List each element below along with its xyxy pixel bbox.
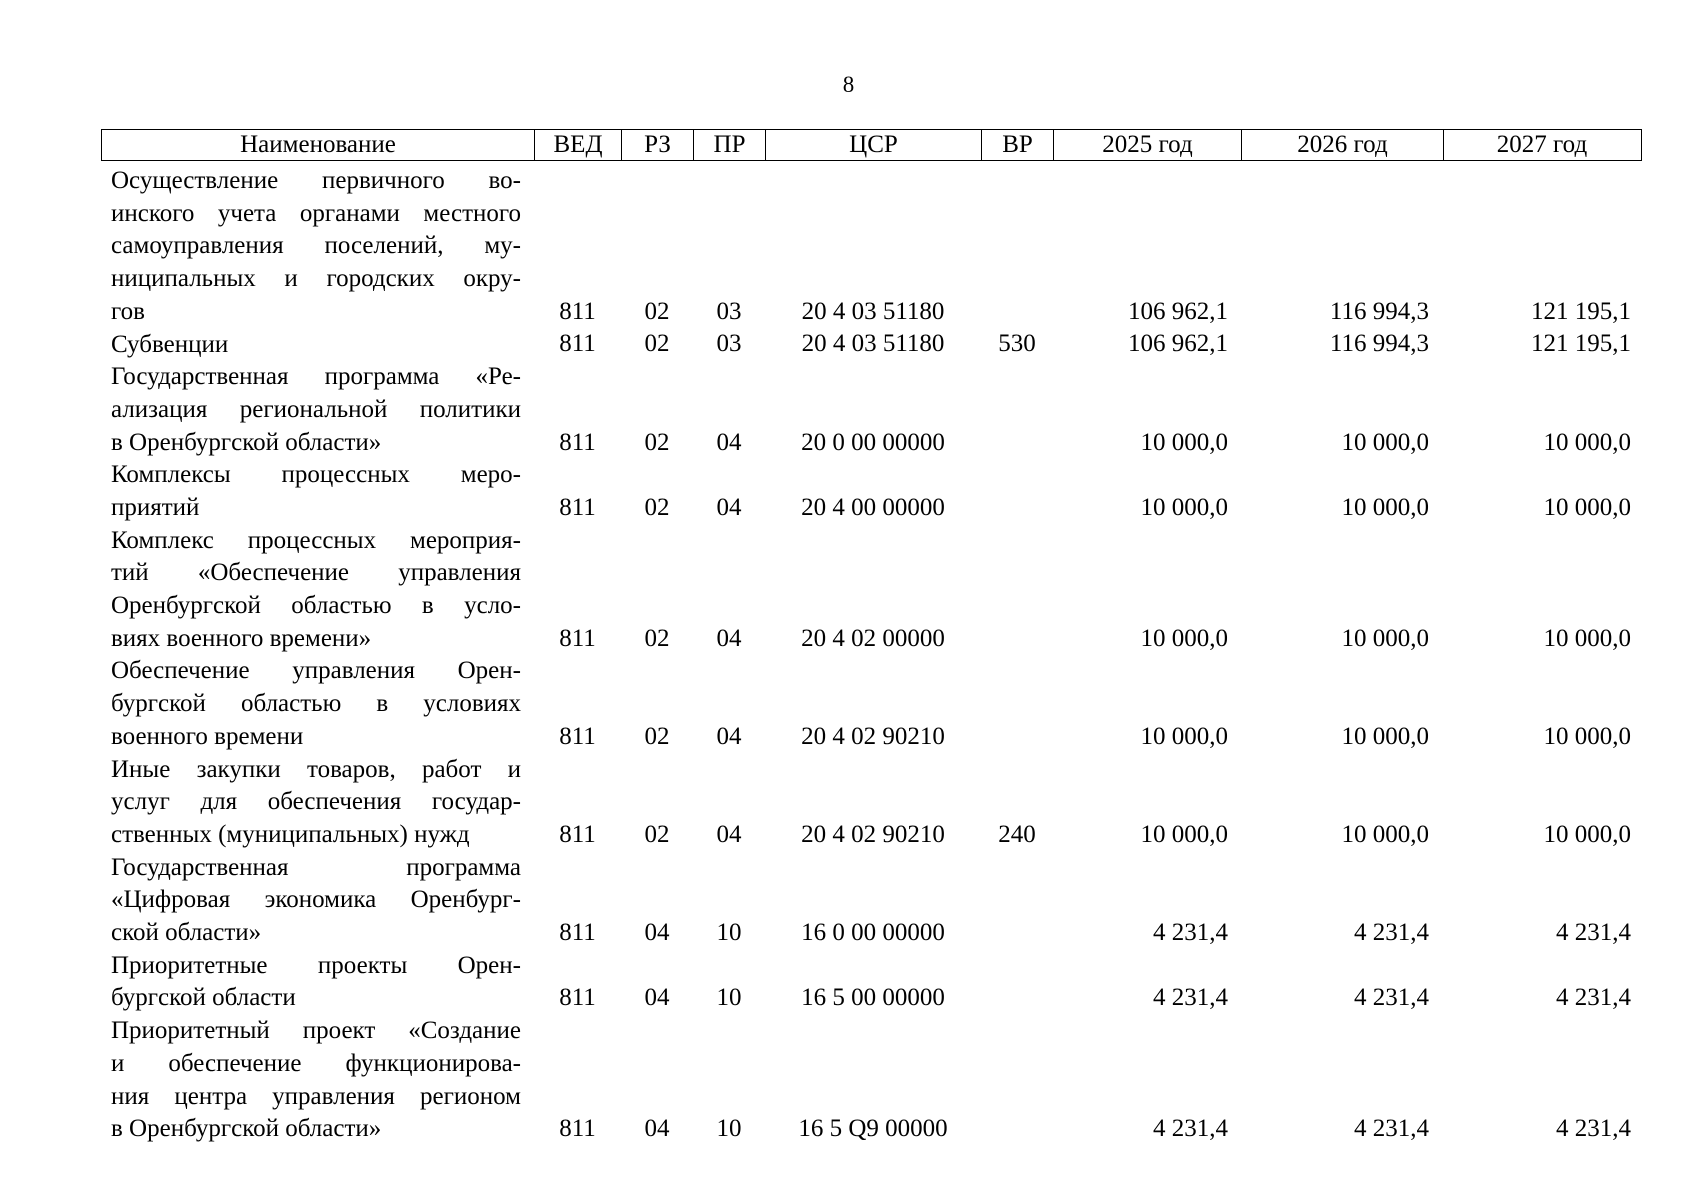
cell-y2026: 10 000,0 xyxy=(1341,722,1429,750)
row-name-line: приятий xyxy=(111,493,200,521)
cell-rz: 04 xyxy=(644,984,670,1012)
cell-y2026: 4 231,4 xyxy=(1354,984,1429,1012)
table-row xyxy=(101,459,1642,524)
row-name-line: Государственная программа «Ре- xyxy=(111,363,521,391)
row-name xyxy=(111,361,521,459)
cell-y2025: 10 000,0 xyxy=(1140,493,1228,521)
table-row xyxy=(101,525,1642,656)
cell-y2025: 4 231,4 xyxy=(1153,984,1228,1012)
table-row xyxy=(101,754,1642,852)
cell-pr: 10 xyxy=(716,1115,742,1143)
row-name-line: Приоритетный проект «Создание xyxy=(111,1017,521,1045)
cell-ved: 811 xyxy=(559,493,596,521)
table-header xyxy=(101,129,1642,161)
cell-rz: 04 xyxy=(644,919,670,947)
header-rz: РЗ xyxy=(622,130,694,160)
row-name-line: бургской областью в условиях xyxy=(111,690,521,718)
cell-csr: 20 0 00 00000 xyxy=(801,428,945,456)
row-name-line: услуг для обеспечения государ- xyxy=(111,788,521,816)
cell-y2025: 10 000,0 xyxy=(1140,722,1228,750)
cell-pr: 04 xyxy=(716,722,742,750)
cell-ved: 811 xyxy=(559,1115,596,1143)
row-name-line: ния центра управления регионом xyxy=(111,1082,521,1110)
row-name-line: в Оренбургской области» xyxy=(111,428,382,456)
row-name-line: Приоритетные проекты Орен- xyxy=(111,951,521,979)
cell-y2026: 4 231,4 xyxy=(1354,919,1429,947)
cell-y2026: 10 000,0 xyxy=(1341,428,1429,456)
row-name xyxy=(111,852,521,950)
cell-rz: 02 xyxy=(644,820,670,848)
header-csr: ЦСР xyxy=(766,130,982,160)
cell-rz: 02 xyxy=(644,330,670,358)
cell-rz: 02 xyxy=(644,722,670,750)
row-name-line: тий «Обеспечение управления xyxy=(111,559,521,587)
header-name: Наименование xyxy=(102,130,535,160)
row-name-line: Субвенции xyxy=(111,330,229,358)
cell-pr: 04 xyxy=(716,820,742,848)
cell-vr: 530 xyxy=(998,330,1036,358)
cell-y2026: 10 000,0 xyxy=(1341,820,1429,848)
cell-y2026: 116 994,3 xyxy=(1329,297,1429,325)
cell-pr: 04 xyxy=(716,624,742,652)
cell-csr: 20 4 02 90210 xyxy=(801,722,945,750)
page-number: 8 xyxy=(842,72,855,97)
cell-pr: 10 xyxy=(716,984,742,1012)
cell-ved: 811 xyxy=(559,722,596,750)
row-name xyxy=(111,525,521,656)
cell-ved: 811 xyxy=(559,624,596,652)
row-name-line: бургской области xyxy=(111,984,296,1012)
cell-y2027: 121 195,1 xyxy=(1531,297,1631,325)
row-name xyxy=(111,754,521,852)
row-name xyxy=(111,1015,521,1146)
cell-y2027: 10 000,0 xyxy=(1543,428,1631,456)
cell-rz: 02 xyxy=(644,428,670,456)
row-name xyxy=(111,459,521,524)
cell-y2027: 10 000,0 xyxy=(1543,493,1631,521)
cell-pr: 04 xyxy=(716,493,742,521)
cell-y2025: 10 000,0 xyxy=(1140,820,1228,848)
table-row xyxy=(101,165,1642,329)
cell-y2026: 116 994,3 xyxy=(1329,330,1429,358)
table-row xyxy=(101,852,1642,950)
cell-ved: 811 xyxy=(559,919,596,947)
row-name-line: Государственная программа xyxy=(111,853,521,881)
row-name-line: «Цифровая экономика Оренбург- xyxy=(111,886,521,914)
cell-ved: 811 xyxy=(559,820,596,848)
cell-y2025: 4 231,4 xyxy=(1153,919,1228,947)
row-name-line: Комплекс процессных мероприя- xyxy=(111,526,521,554)
row-name-line: ниципальных и городских окру- xyxy=(111,265,521,293)
table-body xyxy=(101,165,1642,1146)
cell-y2025: 106 962,1 xyxy=(1128,330,1228,358)
row-name-line: Иные закупки товаров, работ и xyxy=(111,755,521,783)
header-2026: 2026 год xyxy=(1242,130,1444,160)
cell-y2027: 4 231,4 xyxy=(1556,984,1631,1012)
cell-csr: 20 4 02 90210 xyxy=(801,820,945,848)
cell-y2027: 10 000,0 xyxy=(1543,820,1631,848)
row-name-line: виях военного времени» xyxy=(111,624,372,652)
cell-ved: 811 xyxy=(559,428,596,456)
row-name xyxy=(111,950,521,1015)
cell-y2026: 10 000,0 xyxy=(1341,493,1429,521)
table-row xyxy=(101,361,1642,459)
cell-pr: 03 xyxy=(716,297,742,325)
header-pr: ПР xyxy=(694,130,766,160)
cell-y2027: 4 231,4 xyxy=(1556,1115,1631,1143)
cell-y2026: 4 231,4 xyxy=(1354,1115,1429,1143)
cell-rz: 04 xyxy=(644,1115,670,1143)
cell-y2027: 4 231,4 xyxy=(1556,919,1631,947)
cell-y2027: 10 000,0 xyxy=(1543,722,1631,750)
row-name-line: Обеспечение управления Орен- xyxy=(111,657,521,685)
cell-csr: 20 4 03 51180 xyxy=(801,330,945,358)
row-name-line: военного времени xyxy=(111,722,304,750)
cell-csr: 16 5 Q9 00000 xyxy=(798,1115,948,1143)
row-name-line: ской области» xyxy=(111,919,262,947)
cell-csr: 16 5 00 00000 xyxy=(801,984,945,1012)
row-name-line: гов xyxy=(111,297,145,325)
cell-vr: 240 xyxy=(998,820,1036,848)
row-name-line: инского учета органами местного xyxy=(111,199,521,227)
cell-csr: 16 0 00 00000 xyxy=(801,919,945,947)
cell-pr: 10 xyxy=(716,919,742,947)
table-row xyxy=(101,950,1642,1015)
cell-rz: 02 xyxy=(644,493,670,521)
row-name xyxy=(111,655,521,753)
cell-rz: 02 xyxy=(644,624,670,652)
row-name xyxy=(111,329,521,362)
header-2027: 2027 год xyxy=(1496,131,1588,158)
cell-pr: 04 xyxy=(716,428,742,456)
cell-csr: 20 4 02 00000 xyxy=(801,624,945,652)
cell-pr: 03 xyxy=(716,330,742,358)
row-name xyxy=(111,165,521,329)
cell-ved: 811 xyxy=(559,984,596,1012)
row-name-line: Осуществление первичного во- xyxy=(111,167,521,194)
table-row xyxy=(101,655,1642,753)
row-name-line: и обеспечение функционирова- xyxy=(111,1049,521,1077)
cell-y2027: 121 195,1 xyxy=(1531,330,1631,358)
cell-csr: 20 4 03 51180 xyxy=(801,297,945,325)
cell-y2025: 10 000,0 xyxy=(1140,624,1228,652)
table-row xyxy=(101,1015,1642,1146)
cell-y2025: 10 000,0 xyxy=(1140,428,1228,456)
row-name-line: ализация региональной политики xyxy=(111,395,521,423)
cell-ved: 811 xyxy=(559,330,596,358)
cell-y2025: 106 962,1 xyxy=(1128,297,1228,325)
header-ved: ВЕД xyxy=(535,130,622,160)
header-vr: ВР xyxy=(982,130,1054,160)
row-name-line: ственных (муниципальных) нужд xyxy=(111,820,470,848)
cell-csr: 20 4 00 00000 xyxy=(801,493,945,521)
cell-y2026: 10 000,0 xyxy=(1341,624,1429,652)
row-name-line: самоуправления поселений, му- xyxy=(111,232,521,260)
row-name-line: в Оренбургской области» xyxy=(111,1115,382,1143)
table-row xyxy=(101,329,1642,362)
row-name-line: Комплексы процессных меро- xyxy=(111,461,521,489)
cell-y2025: 4 231,4 xyxy=(1153,1115,1228,1143)
cell-ved: 811 xyxy=(559,297,596,325)
cell-y2027: 10 000,0 xyxy=(1543,624,1631,652)
cell-rz: 02 xyxy=(644,297,670,325)
header-2025: 2025 год xyxy=(1054,130,1242,160)
row-name-line: Оренбургской областью в усло- xyxy=(111,592,521,620)
